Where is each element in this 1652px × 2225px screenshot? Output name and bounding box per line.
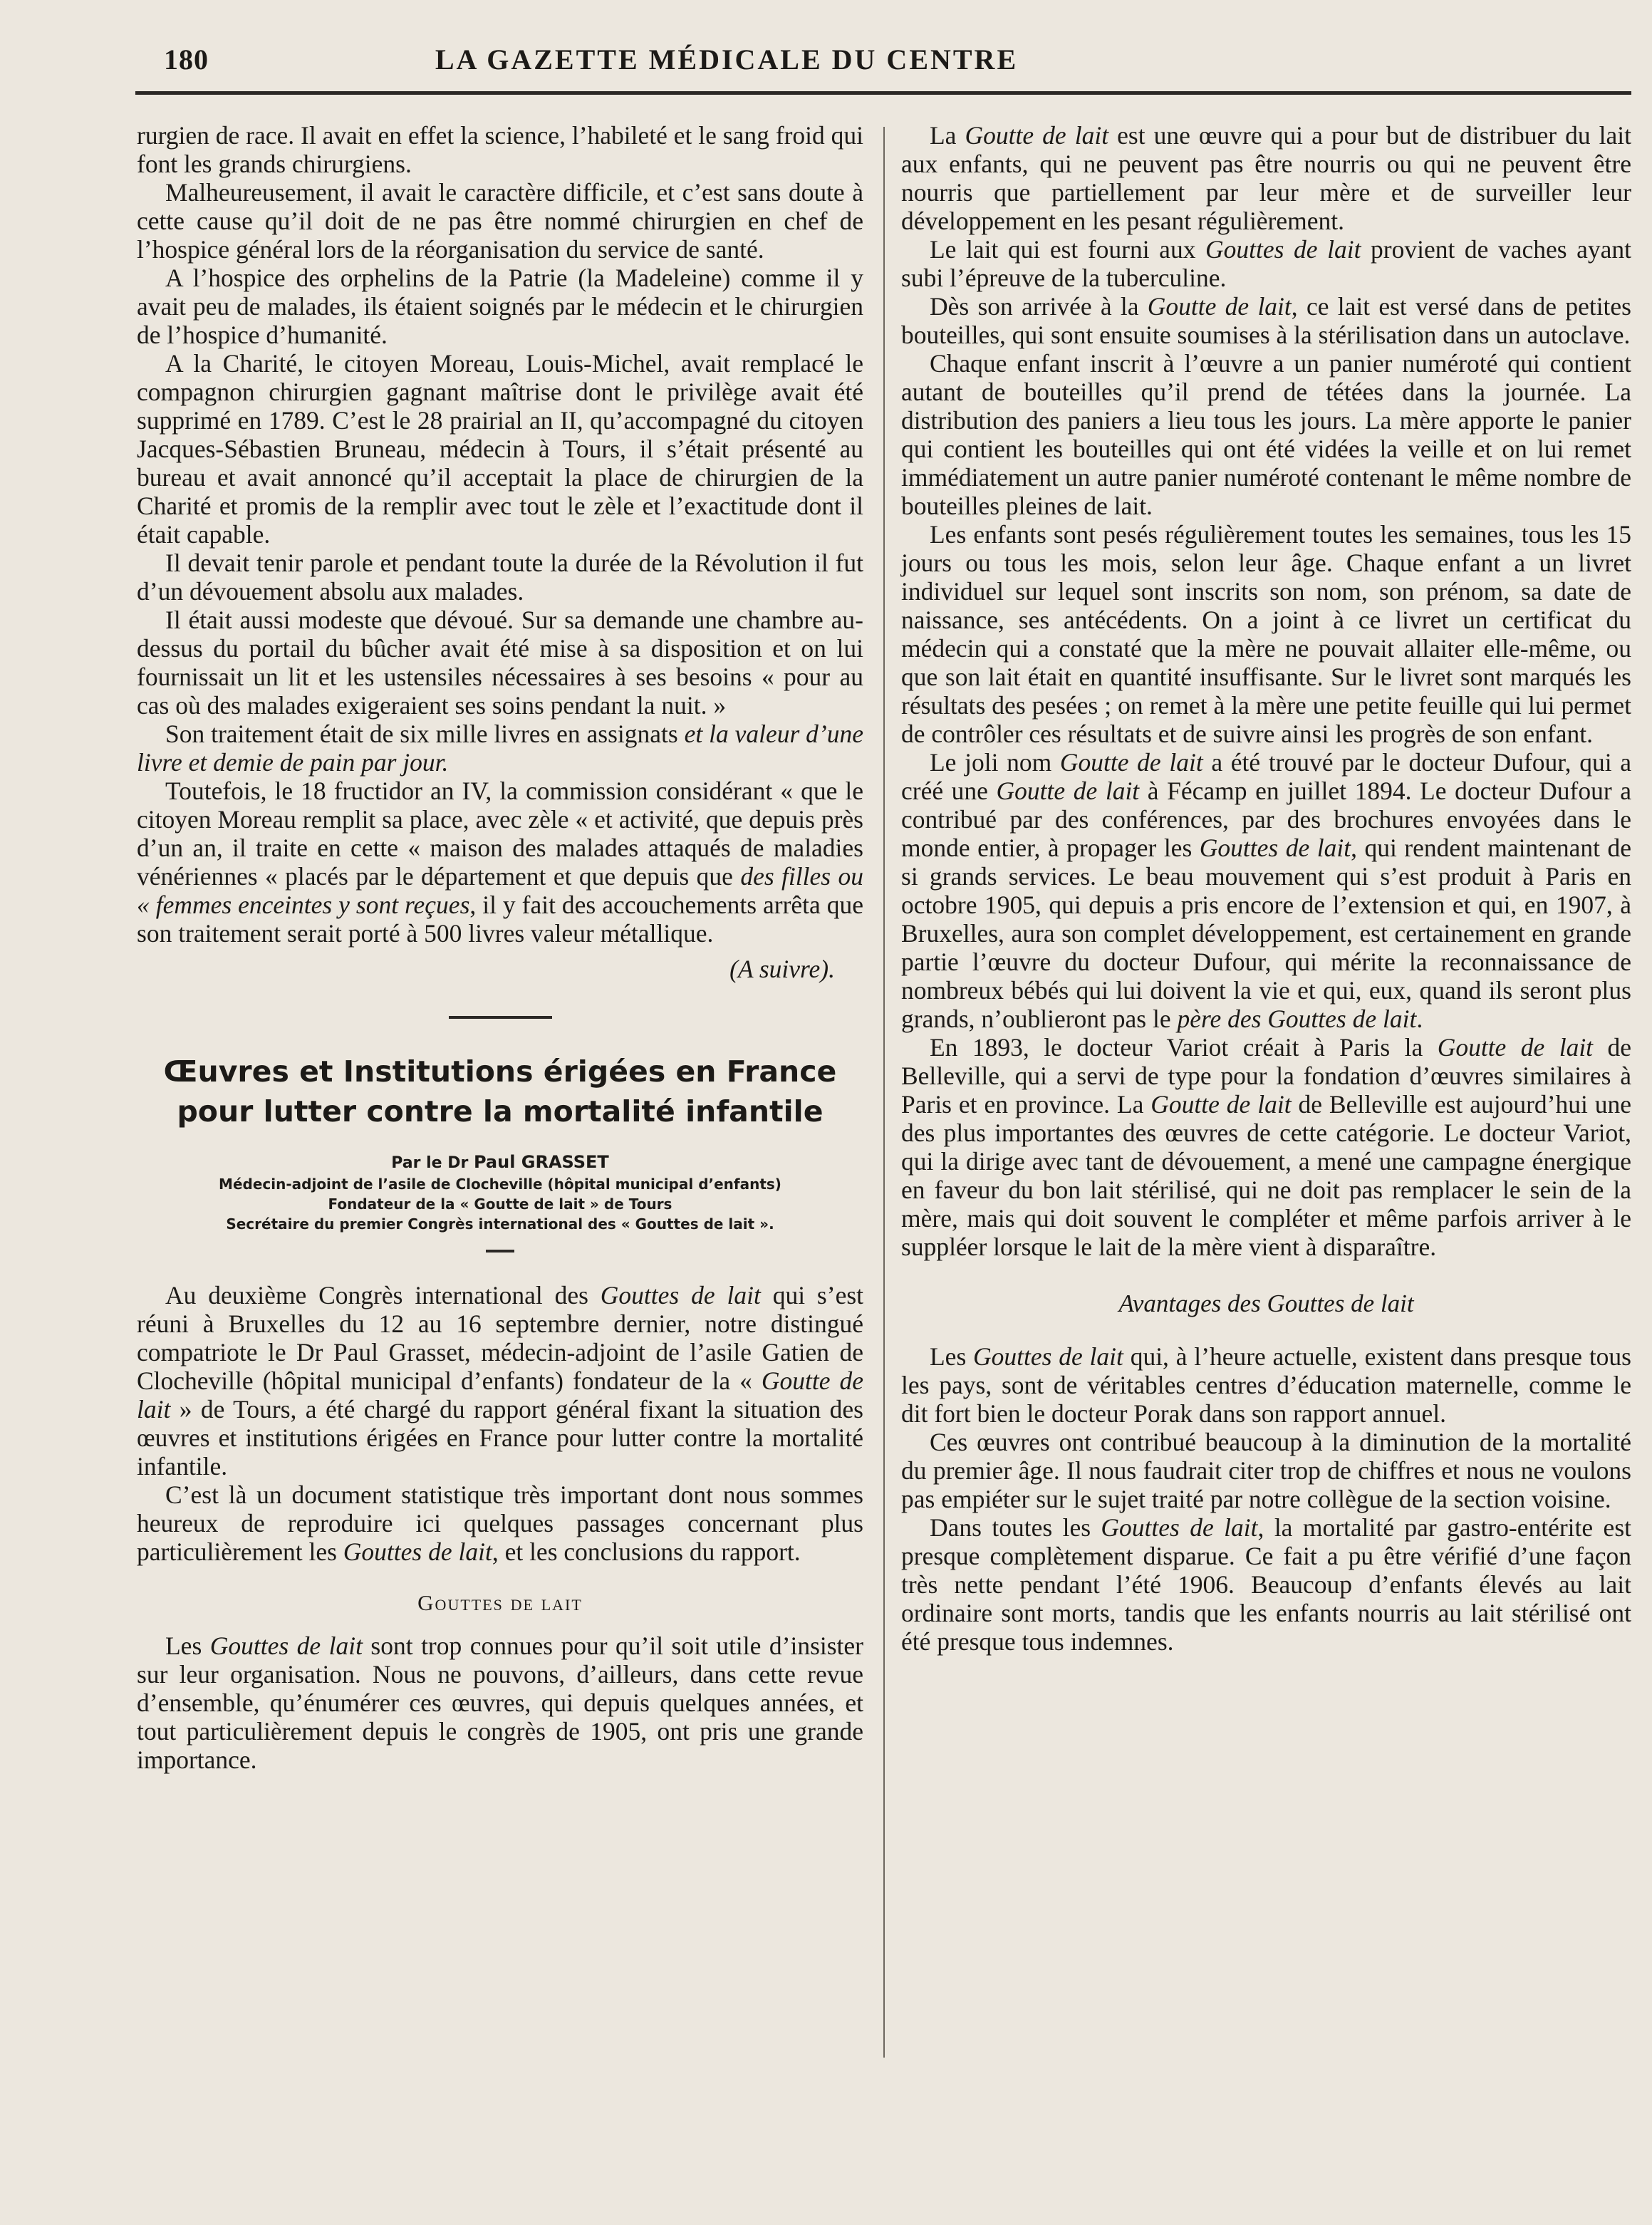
text-run: En 1893, le docteur Variot créait à Paris la xyxy=(930,1033,1438,1062)
text-run: C’est là un document statistique très important dont nous sommes heureux de reproduire ici quelques passages concernant plus particulièrement les xyxy=(137,1480,863,1566)
text-run: de Belleville est aujourd’hui une des plus importantes des œuvres de cette catégorie. Le docteur Variot, qui la dirige avec tant de dévouement, a mené une campagne énergique en faveur du bon lait stérilisé, qui ne doit pas remplacer le sein de la mère, mais qui doit souvent le compléter et même parfois arriver à le suppléer lorsque le lait de la mère vient à disparaître. xyxy=(901,1090,1632,1261)
text-run: Dans toutes les xyxy=(930,1513,1101,1542)
text-run: . xyxy=(1416,1005,1423,1033)
italic-run: Gouttes de lait xyxy=(1205,235,1361,264)
paragraph: Il était aussi modeste que dévoué. Sur sa demande une chambre au-dessus du portail du bûcher avait été mise à sa disposition et on lui fournissait un lit et les ustensiles nécessaires à ses besoins « pour au cas où des malades exigeraient ses soins pendant la nuit. » xyxy=(137,606,863,720)
paragraph xyxy=(901,1513,1631,1656)
byline-prefix: Par le Dr xyxy=(391,1154,474,1172)
section-separator xyxy=(449,1016,552,1019)
paragraph xyxy=(137,777,863,948)
paragraph: Malheureusement, il avait le caractère difficile, et c’est sans doute à cette cause qu’il doit de ne pas être nommé chirurgien en chef de l’hospice général lors de la réorganisation du service de santé. xyxy=(137,178,863,264)
left-column xyxy=(137,121,863,1774)
page-header xyxy=(135,37,1631,80)
italic-run: des filles ou « femmes enceintes y sont reçues xyxy=(137,862,863,919)
italic-run: Gouttes de lait xyxy=(1199,834,1351,862)
page-number: 180 xyxy=(164,43,209,76)
text-run: Le joli nom xyxy=(930,748,1060,777)
italic-run: Goutte de lait xyxy=(1147,292,1292,321)
section-heading: Gouttes de lait xyxy=(417,1590,583,1615)
italic-run: Goutte de lait xyxy=(1059,748,1203,777)
text-run: Les xyxy=(165,1632,210,1660)
right-column xyxy=(901,121,1631,1656)
text-run: , ce lait est versé dans de petites bouteilles, qui sont ensuite soumises à la stérilisation dans un autoclave. xyxy=(901,292,1631,349)
byline xyxy=(137,1151,863,1174)
paragraph xyxy=(137,1632,863,1774)
text-run: à Fécamp en juillet 1894. Le docteur Dufour a contribué par des conférences, par des brochures envoyées dans le monde entier, à propager les xyxy=(901,777,1632,862)
italic-run: père des Gouttes de lait xyxy=(1177,1005,1417,1033)
paragraph xyxy=(901,292,1631,349)
italic-run: Gouttes de lait xyxy=(343,1537,492,1566)
text-run: qui s’est réuni à Bruxelles du 12 au 16 septembre dernier, notre distingué compatriote le Dr Paul Grasset, médecin-adjoint de l’asile Gatien de Clocheville (hôpital municipal d’enfants) fondateur de la « xyxy=(137,1281,864,1395)
author-affiliation: Fondateur de la « Goutte de lait » de Tours xyxy=(328,1196,672,1213)
italic-run: Gouttes de lait xyxy=(973,1342,1123,1371)
italic-run: Gouttes de lait xyxy=(209,1632,363,1660)
author-name: Paul GRASSET xyxy=(473,1152,609,1172)
paragraph xyxy=(901,1033,1631,1261)
paragraph xyxy=(901,1342,1631,1428)
author-affiliation: Médecin-adjoint de l’asile de Clocheville (hôpital municipal d’enfants) xyxy=(219,1176,781,1193)
text-run: » de Tours, a été chargé du rapport général fixant la situation des œuvres et institutions érigées en France pour lutter contre la mortalité infantile. xyxy=(137,1395,863,1480)
paragraph: Il devait tenir parole et pendant toute la durée de la Révolution il fut d’un dévouement absolu aux malades. xyxy=(137,549,863,606)
text-run: Dès son arrivée à la xyxy=(930,292,1148,321)
italic-run: Goutte de lait xyxy=(1437,1033,1594,1062)
text-run: Le lait qui est fourni aux xyxy=(930,235,1206,264)
text-run: est une œuvre qui a pour but de distribuer du lait aux enfants, qui ne peuvent pas être nourris ou qui ne peuvent être nourris que partiellement par leur mère et de surveiller leur développement en les pesant régulièrement. xyxy=(901,121,1631,235)
italic-run: et la valeur d’une livre et demie de pain par jour. xyxy=(137,720,863,777)
text-run: La xyxy=(930,121,965,150)
text-run: sont trop connues pour qu’il soit utile d’insister sur leur organisation. Nous ne pouvons, d’ailleurs, dans cette revue d’ensemble, qu’énumérer ces œuvres, qui depuis quelques années, et tout particulièrement depuis le congrès de 1905, ont pris une grande importance. xyxy=(137,1632,863,1774)
paragraph xyxy=(137,1480,863,1566)
text-run: de Belleville, qui a servi de type pour la fondation d’œuvres similaires à Paris et en province. La xyxy=(901,1033,1631,1119)
paragraph: Chaque enfant inscrit à l’œuvre a un panier numéroté qui contient autant de bouteilles qu’il prend de tétées dans la journée. La distribution des paniers a lieu tous les jours. La mère apporte le panier qui contient les bouteilles qui ont été vidées la veille et on lui remet immédiatement un autre panier numéroté contenant le même nombre de bouteilles pleines de lait. xyxy=(901,349,1631,520)
text-run: , la mortalité par gastro-entérite est presque complètement disparue. Ce fait a pu être vérifié d’une façon très nette pendant l’été 1906. Beaucoup d’enfants élevés au lait ordinaire sont morts, tandis que les enfants nourris au lait stérilisé ont été presque tous indemnes. xyxy=(901,1513,1631,1656)
italic-run: Goutte de lait xyxy=(996,777,1140,805)
title-separator xyxy=(486,1250,514,1252)
paragraph xyxy=(901,235,1631,292)
text-run: a été trouvé par le docteur Dufour, qui a créé une xyxy=(901,748,1631,805)
header-rule xyxy=(135,91,1631,95)
paragraph xyxy=(137,720,863,777)
italic-run: Gouttes de lait xyxy=(1101,1513,1258,1542)
paragraph xyxy=(901,121,1631,235)
text-run: Au deuxième Congrès international des xyxy=(165,1281,601,1309)
paragraph: A la Charité, le citoyen Moreau, Louis-Michel, avait remplacé le compagnon chirurgien gagnant maîtrise dont le privilège avait été supprimé en 1789. C’est le 28 prairial an II, qu’accompagné du citoyen Jacques-Sébastien Bruneau, médecin à Tours, il s’était présenté au bureau et avait annoncé qu’il acceptait la place de chirurgien de la Charité et promis de la remplir avec tout le zèle et l’exactitude dont il était capable. xyxy=(137,349,863,549)
text-run: Toutefois, le 18 fructidor an IV, la commission considérant « que le citoyen Moreau remplit sa place, avec zèle « et activité, que depuis près d’un an, il traite en cette « maison des malades attaqués de maladies vénériennes « placés par le département et que depuis que xyxy=(137,777,863,891)
paragraph: Les enfants sont pesés régulièrement toutes les semaines, tous les 15 jours ou tous les mois, selon leur âge. Chaque enfant a un livret individuel sur lequel sont inscrits son nom, son prénom, sa date de naissance, ses antécédents. On a joint à ce livret un certificat du médecin qui a constaté que la mère ne pouvait allaiter elle-même, ou que son lait était en quantité insuffisante. Sur le livret sont marqués les résultats des pesées ; on remet à la mère une petite feuille qui lui permet de contrôler ces résultats et de suivre ainsi les progrès de son enfant. xyxy=(901,520,1631,748)
paragraph: rurgien de race. Il avait en effet la science, l’habileté et le sang froid qui font les grands chirurgiens. xyxy=(137,121,863,178)
to-be-continued xyxy=(137,955,863,983)
column-divider xyxy=(883,127,885,2058)
italic-run: (A suivre). xyxy=(729,955,835,983)
paragraph: Ces œuvres ont contribué beaucoup à la diminution de la mortalité du premier âge. Il nous faudrait citer trop de chiffres et nous ne voulons pas empiéter sur le sujet traité par notre collègue de la section voisine. xyxy=(901,1428,1631,1513)
italic-run: Goutte de lait xyxy=(965,121,1109,150)
text-run: Les xyxy=(930,1342,974,1371)
author-affiliation: Secrétaire du premier Congrès international des « Gouttes de lait ». xyxy=(226,1215,774,1233)
paragraph xyxy=(901,748,1631,1033)
text-run: , et les conclusions du rapport. xyxy=(492,1537,801,1566)
text-run: , il y fait des accouchements arrêta que son traitement serait porté à 500 livres valeur métallique. xyxy=(137,891,863,948)
italic-run: Gouttes de lait xyxy=(600,1281,761,1309)
paragraph: A l’hospice des orphelins de la Patrie (la Madeleine) comme il y avait peu de malades, ils étaient soignés par le médecin et le chirurgien de l’hospice d’humanité. xyxy=(137,264,863,349)
text-run: , qui rendent maintenant de si grands services. Le beau mouvement qui s’est produit à Paris en octobre 1905, qui depuis a pris encore de l’extension et qui, en 1907, à Bruxelles, aura son complet développement, est certainement en grande partie l’œuvre du docteur Dufour, qui mérite la reconnaissance de nombreux bébés qui lui doivent la vie et qui, eux, quand ils seront plus grands, n’oublieront pas le xyxy=(901,834,1631,1033)
article-title: Œuvres et Institutions érigées en France pour lutter contre la mortalité infantile xyxy=(163,1054,837,1129)
paragraph xyxy=(137,1281,863,1480)
text-run: provient de vaches ayant subi l’épreuve de la tuberculine. xyxy=(901,235,1631,292)
section-heading: Avantages des Gouttes de lait xyxy=(1118,1290,1414,1317)
text-run: qui, à l’heure actuelle, existent dans presque tous les pays, sont de véritables centres d’éducation maternelle, comme le dit fort bien le docteur Porak dans son rapport annuel. xyxy=(901,1342,1632,1428)
italic-run: Goutte de lait xyxy=(137,1366,863,1423)
italic-run: Goutte de lait xyxy=(1150,1090,1292,1119)
journal-title: LA GAZETTE MÉDICALE DU CENTRE xyxy=(435,43,1019,76)
text-run: Son traitement était de six mille livres en assignats xyxy=(165,720,685,748)
